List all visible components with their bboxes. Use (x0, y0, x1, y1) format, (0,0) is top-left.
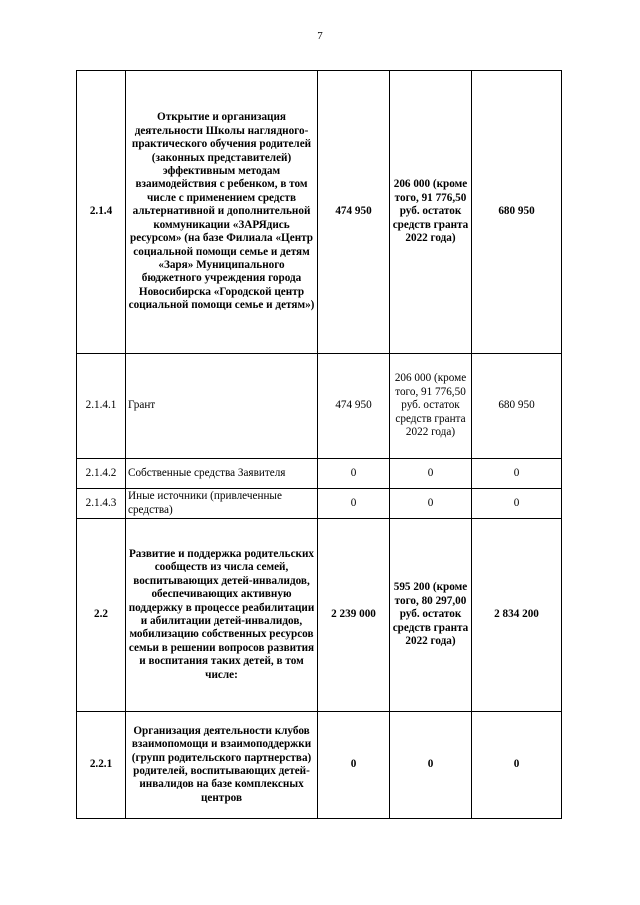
amount-total: 2 834 200 (472, 519, 562, 712)
amount-col3: 474 950 (318, 71, 390, 354)
amount-total: 0 (472, 489, 562, 519)
amount-col3: 474 950 (318, 354, 390, 459)
row-number: 2.1.4.1 (77, 354, 126, 459)
table-row (77, 459, 562, 489)
activity-name: Собственные средства Заявителя (126, 459, 318, 489)
row-number: 2.2 (77, 519, 126, 712)
amount-total: 0 (472, 712, 562, 819)
table-row (77, 489, 562, 519)
activity-name: Грант (126, 354, 318, 459)
table-row (77, 519, 562, 712)
activity-name: Развитие и поддержка родительских сообществ из числа семей, воспитывающих детей-инвалидов, обеспечивающих активную поддержку в процессе реабилитации и абилитации детей-инвалидов, мобилизацию собственных ресурсов семьи в решении вопросов развития и воспитания таких детей, в том числе: (126, 519, 318, 712)
amount-col4: 0 (390, 712, 472, 819)
table-row (77, 71, 562, 354)
amount-col4: 206 000 (кроме того, 91 776,50 руб. остаток средств гранта 2022 года) (390, 354, 472, 459)
table-row (77, 354, 562, 459)
activity-name: Открытие и организация деятельности Школы наглядного-практического обучения родителей (законных представителей) эффективным методам взаимодействия с ребенком, в том числе с применением средств альтернативной и дополнительной коммуникации «ЗАРЯдись ресурсом» (на базе Филиала «Центр социальной помощи семье и детям «Заря» Муниципального бюджетного учреждения города Новосибирска «Городской центр социальной помощи семье и детям») (126, 71, 318, 354)
amount-total: 680 950 (472, 354, 562, 459)
amount-col4: 0 (390, 489, 472, 519)
table-row (77, 712, 562, 819)
row-number: 2.1.4.2 (77, 459, 126, 489)
amount-col3: 0 (318, 712, 390, 819)
amount-col4: 595 200 (кроме того, 80 297,00 руб. остаток средств гранта 2022 года) (390, 519, 472, 712)
activity-name: Организация деятельности клубов взаимопомощи и взаимоподдержки (групп родительского партнерства) родителей, воспитывающих детей-инвалидов на базе комплексных центров (126, 712, 318, 819)
row-number: 2.1.4.3 (77, 489, 126, 519)
amount-col3: 0 (318, 489, 390, 519)
row-number: 2.2.1 (77, 712, 126, 819)
amount-col4: 0 (390, 459, 472, 489)
amount-total: 0 (472, 459, 562, 489)
amount-total: 680 950 (472, 71, 562, 354)
activity-name: Иные источники (привлеченные средства) (126, 489, 318, 519)
row-number: 2.1.4 (77, 71, 126, 354)
amount-col3: 2 239 000 (318, 519, 390, 712)
amount-col4: 206 000 (кроме того, 91 776,50 руб. остаток средств гранта 2022 года) (390, 71, 472, 354)
budget-table (76, 70, 562, 819)
page-number: 7 (317, 30, 323, 42)
amount-col3: 0 (318, 459, 390, 489)
